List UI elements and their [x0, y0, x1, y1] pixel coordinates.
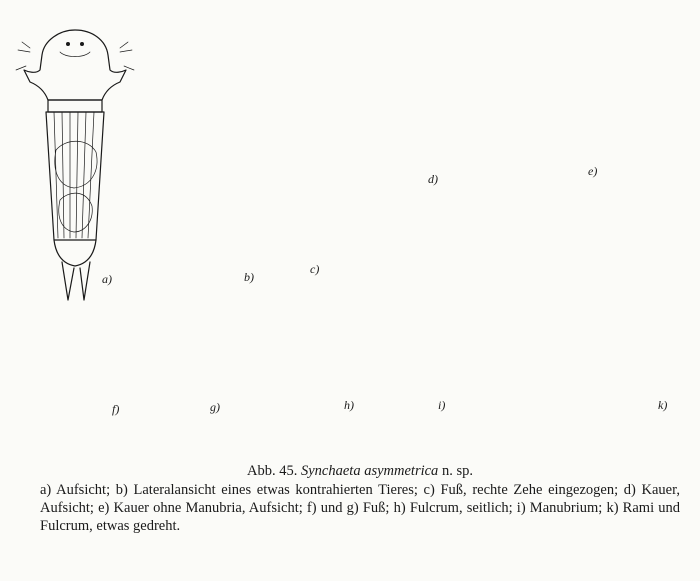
- panel-label-g: g): [210, 400, 220, 414]
- caption-description: a) Aufsicht; b) Lateralansicht eines etwas kontrahierten Tieres; c) Fuß, rechte Zehe eingezogen; d) Kauer, Aufsicht; e) Kauer ohne Manubria, Aufsicht; f) und g) Fuß; h) Fulcrum, seitlich; i) Manubrium; k) Rami und Fulcrum, etwas gedreht.: [40, 482, 680, 534]
- caption-suffix: n. sp.: [441, 463, 473, 479]
- drawing-a-dorsal-view: [16, 30, 134, 300]
- panel-label-i: i): [438, 398, 446, 412]
- panel-label-e: e): [588, 164, 598, 178]
- panel-label-f: f): [112, 402, 120, 416]
- caption-title: [40, 462, 680, 480]
- caption-number: Abb. 45.: [247, 463, 298, 479]
- panel-label-c: c): [310, 262, 320, 276]
- figure-caption: [40, 462, 680, 535]
- panel-label-h: h): [344, 398, 354, 412]
- caption-species: Synchaeta asymmetrica: [301, 463, 439, 479]
- panel-label-b: b): [244, 270, 254, 284]
- panel-label-a: a): [102, 272, 112, 286]
- panel-label-d: d): [428, 172, 438, 186]
- panel-label-k: k): [658, 398, 668, 412]
